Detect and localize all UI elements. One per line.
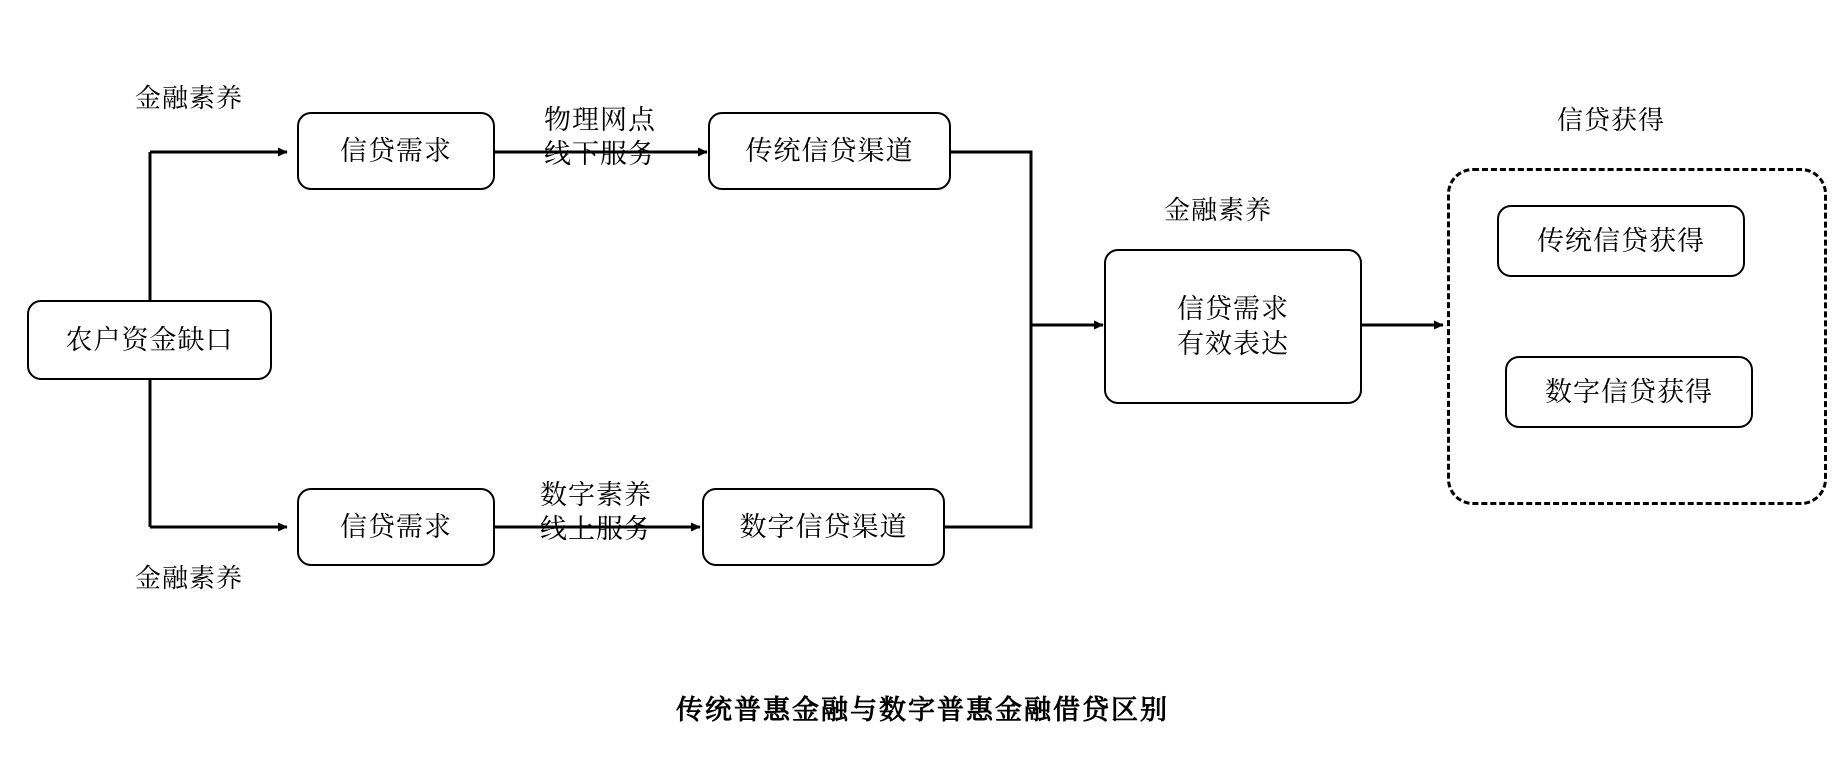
node-source[interactable]: [27, 300, 272, 380]
node-demand-top-label: 信贷需求: [340, 135, 452, 166]
node-demand-top[interactable]: [297, 112, 495, 190]
label-financial-literacy-middle: 金融素养: [1164, 196, 1273, 225]
diagram-caption: 传统普惠金融与数字普惠金融借贷区别: [676, 695, 1169, 725]
node-effective-expression-line1: 信贷需求: [1177, 293, 1289, 324]
edge-label-digital-online: 数字素养 线上服务: [540, 480, 652, 545]
label-financial-literacy-top: 金融素养: [135, 84, 244, 113]
node-digital-credit-access[interactable]: [1505, 356, 1753, 428]
node-source-label: 农户资金缺口: [65, 324, 234, 355]
node-effective-expression[interactable]: [1104, 249, 1362, 404]
node-digital-channel-label: 数字信贷渠道: [739, 511, 908, 542]
node-digital-credit-access-label: 数字信贷获得: [1545, 376, 1713, 407]
node-traditional-credit-access-label: 传统信贷获得: [1537, 225, 1705, 256]
node-demand-bottom[interactable]: [297, 488, 495, 566]
node-traditional-channel-label: 传统信贷渠道: [745, 135, 914, 166]
node-effective-expression-line2: 有效表达: [1177, 328, 1289, 359]
node-traditional-credit-access[interactable]: [1497, 205, 1745, 277]
node-digital-channel[interactable]: [702, 488, 945, 566]
node-traditional-channel[interactable]: [708, 112, 951, 190]
label-credit-access-group-title: 信贷获得: [1557, 106, 1666, 135]
label-financial-literacy-bottom: 金融素养: [135, 564, 244, 593]
edge-label-physical-offline: 物理网点 线下服务: [544, 105, 656, 170]
node-demand-bottom-label: 信贷需求: [340, 511, 452, 542]
